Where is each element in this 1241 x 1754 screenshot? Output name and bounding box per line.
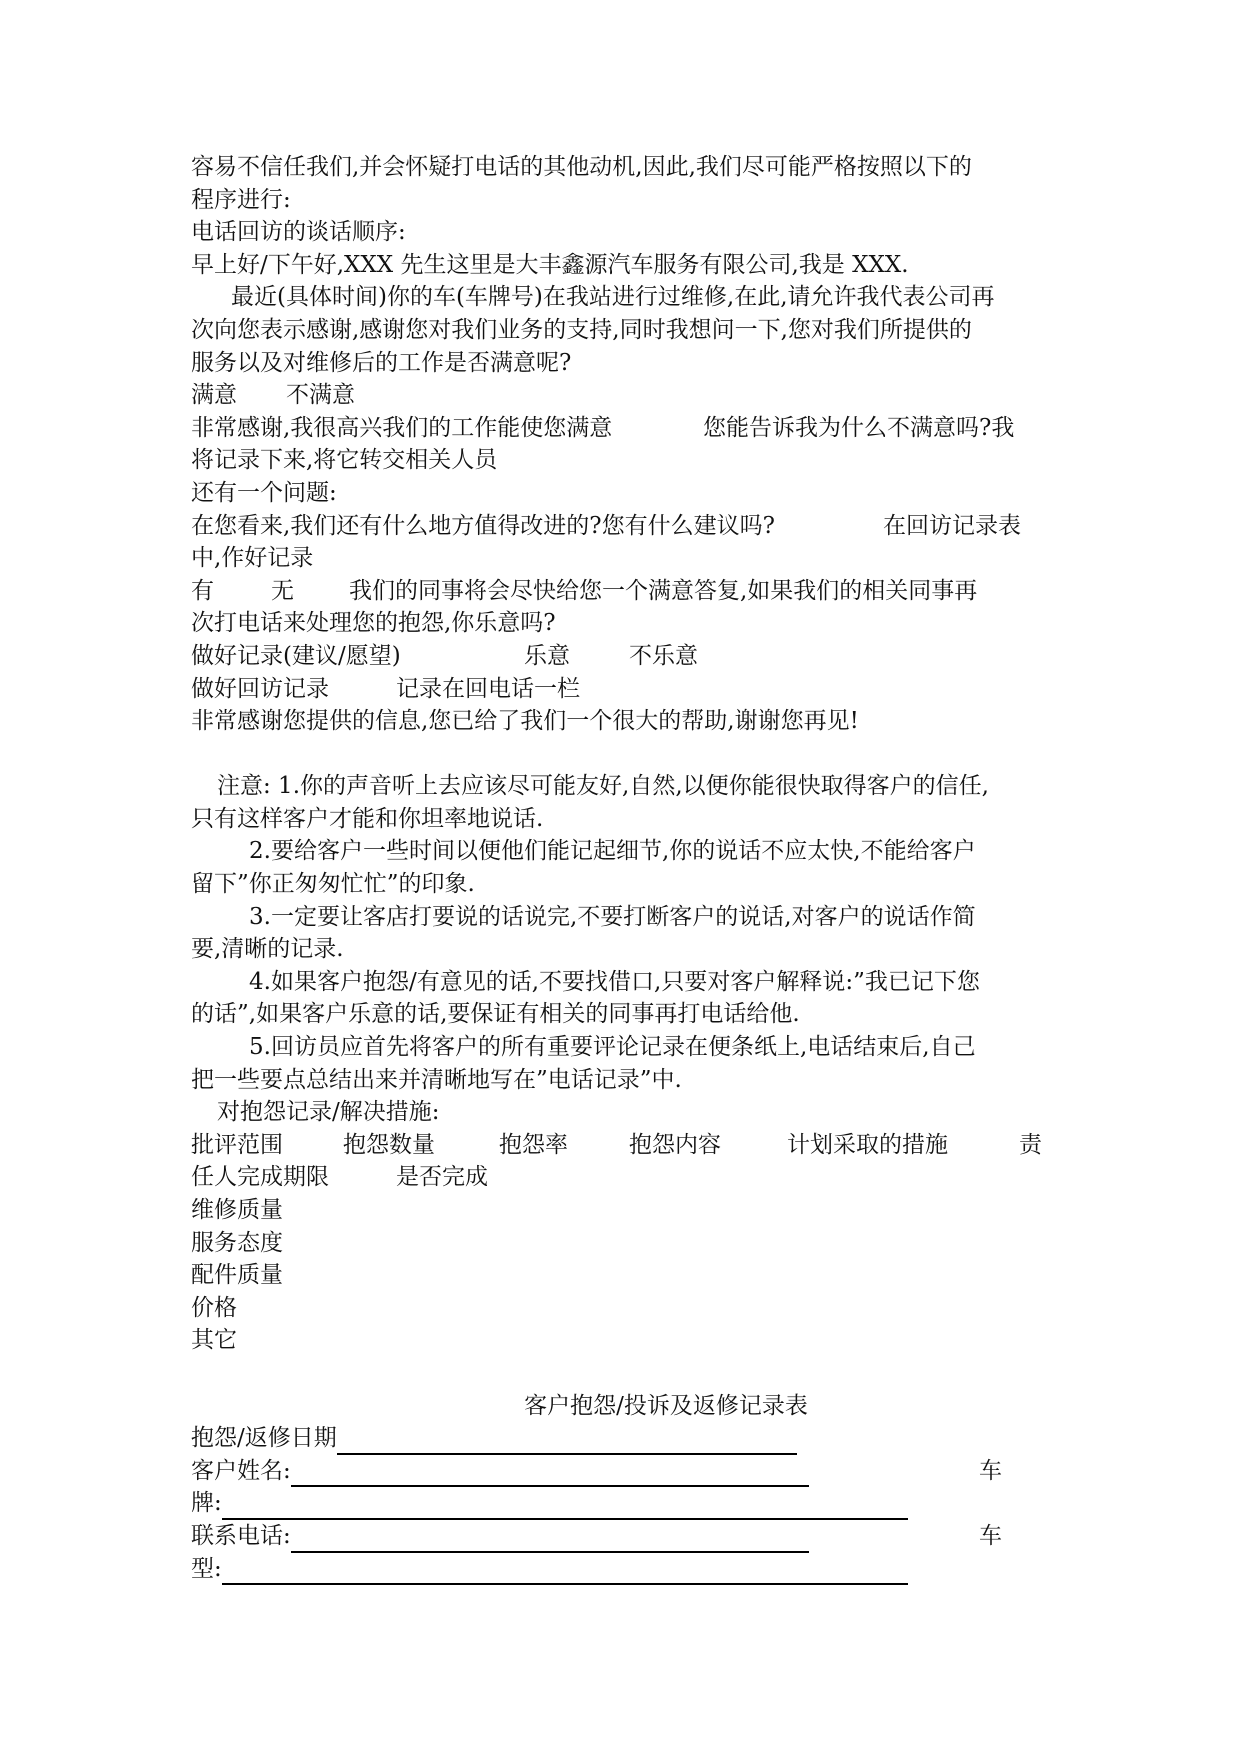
note-3b: 要,清晰的记录.	[191, 936, 344, 963]
name-label: 客户姓名:	[191, 1457, 291, 1484]
note-1b: 只有这样客户才能和你坦率地说话.	[191, 805, 544, 832]
call-order-heading: 电话回访的谈话顺序:	[191, 219, 406, 246]
option-no: 无	[271, 577, 294, 604]
column-header: 任人完成期限	[191, 1164, 329, 1191]
intro-line-6: 次向您表示感谢,感谢您对我们业务的支持,同时我想问一下,您对我们所提供的	[191, 316, 972, 343]
record-visit: 做好回访记录	[191, 675, 329, 702]
complaint-columns	[191, 1129, 1071, 1162]
table-row: 配件质量	[191, 1262, 283, 1289]
table-row: 价格	[191, 1294, 237, 1321]
note-5b: 把一些要点总结出来并清晰地写在”电话记录”中.	[191, 1066, 682, 1093]
thanks-happy: 非常感谢,我很高兴我们的工作能使您满意	[191, 414, 613, 441]
note-1a: 注意: 1.你的声音听上去应该尽可能友好,自然,以便你能很快取得客户的信任,	[217, 773, 989, 800]
goodbye-line: 非常感谢您提供的信息,您已给了我们一个很大的帮助,谢谢您再见!	[191, 708, 859, 735]
record-in-table-2: 中,作好记录	[191, 545, 314, 572]
plate-underline[interactable]	[222, 1492, 908, 1520]
record-forward: 将记录下来,将它转交相关人员	[191, 447, 498, 474]
option-unwilling: 不乐意	[629, 642, 698, 669]
column-header: 计划采取的措施	[787, 1131, 948, 1158]
note-5a: 5.回访员应首先将客户的所有重要评论记录在便条纸上,电话结束后,自己	[249, 1034, 976, 1061]
form-title: 客户抱怨/投诉及返修记录表	[524, 1392, 808, 1419]
table-row: 服务态度	[191, 1229, 283, 1256]
colleague-line-2: 次打电话来处理您的抱怨,你乐意吗?	[191, 610, 556, 637]
option-yes: 有	[191, 577, 214, 604]
record-suggestion-line	[191, 640, 1071, 673]
option-satisfied: 满意	[191, 382, 237, 409]
spacer	[191, 738, 1071, 771]
date-field-row	[191, 1422, 1071, 1455]
phone-underline[interactable]	[291, 1525, 809, 1553]
record-visit-line	[191, 673, 1071, 706]
response-line	[191, 412, 1071, 445]
note-4b: 的话”,如果客户乐意的话,要保证有相关的同事再打电话给他.	[191, 1001, 800, 1028]
model-underline[interactable]	[222, 1557, 908, 1585]
improve-question: 在您看来,我们还有什么地方值得改进的?您有什么建议吗?	[191, 512, 775, 539]
document-page	[191, 151, 1071, 1585]
complaint-heading: 对抱怨记录/解决措施:	[217, 1099, 440, 1126]
column-header: 是否完成	[396, 1164, 488, 1191]
note-3a: 3.一定要让客店打要说的话说完,不要打断客户的说话,对客户的说话作简	[249, 903, 976, 930]
greeting-line: 早上好/下午好,XXX 先生这里是大丰鑫源汽车服务有限公司,我是 XXX.	[191, 251, 909, 278]
table-row: 其它	[191, 1327, 237, 1354]
column-header: 抱怨数量	[343, 1131, 435, 1158]
spacer	[191, 1357, 1071, 1390]
note-2a: 2.要给客户一些时间以便他们能记起细节,你的说话不应太快,不能给客户	[249, 838, 976, 865]
note-4a: 4.如果客户抱怨/有意见的话,不要找借口,只要对客户解释说:”我已记下您	[249, 968, 980, 995]
colleague-line: 我们的同事将会尽快给您一个满意答复,如果我们的相关同事再	[349, 577, 978, 604]
option-unsatisfied: 不满意	[286, 382, 355, 409]
model-label-b: 型:	[191, 1555, 222, 1582]
name-underline[interactable]	[291, 1459, 809, 1487]
date-underline[interactable]	[337, 1427, 797, 1455]
record-suggestion: 做好记录(建议/愿望)	[191, 642, 401, 669]
record-callback: 记录在回电话一栏	[396, 675, 580, 702]
record-in-table: 在回访记录表	[883, 512, 1021, 539]
model-field-row	[191, 1553, 1071, 1586]
phone-field-row	[191, 1520, 1071, 1553]
model-label-a: 车	[979, 1522, 1002, 1549]
note-2b: 留下”你正匆匆忙忙”的印象.	[191, 871, 475, 898]
plate-label-b: 牌:	[191, 1490, 222, 1517]
plate-label-a: 车	[979, 1457, 1002, 1484]
column-header: 抱怨内容	[629, 1131, 721, 1158]
table-row: 维修质量	[191, 1197, 283, 1223]
option-willing: 乐意	[524, 642, 570, 669]
ask-why: 您能告诉我为什么不满意吗?我	[703, 414, 1015, 441]
intro-line-1: 容易不信任我们,并会怀疑打电话的其他动机,因此,我们尽可能严格按照以下的	[191, 154, 972, 180]
intro-line-2: 程序进行:	[191, 186, 291, 213]
intro-line-5: 最近(具体时间)你的车(车牌号)在我站进行过维修,在此,请允许我代表公司再	[231, 284, 995, 311]
phone-label: 联系电话:	[191, 1522, 291, 1549]
satisfaction-options	[191, 379, 1071, 412]
yes-no-line	[191, 575, 1071, 608]
improve-line	[191, 510, 1071, 543]
complaint-columns-wrap	[191, 1161, 1071, 1194]
column-header: 批评范围	[191, 1131, 283, 1158]
column-header: 责	[1019, 1131, 1042, 1158]
plate-field-row	[191, 1487, 1071, 1520]
name-field-row	[191, 1455, 1071, 1488]
another-question: 还有一个问题:	[191, 479, 337, 506]
date-label: 抱怨/返修日期	[191, 1425, 337, 1452]
column-header: 抱怨率	[499, 1131, 568, 1158]
intro-line-7: 服务以及对维修后的工作是否满意呢?	[191, 349, 572, 376]
